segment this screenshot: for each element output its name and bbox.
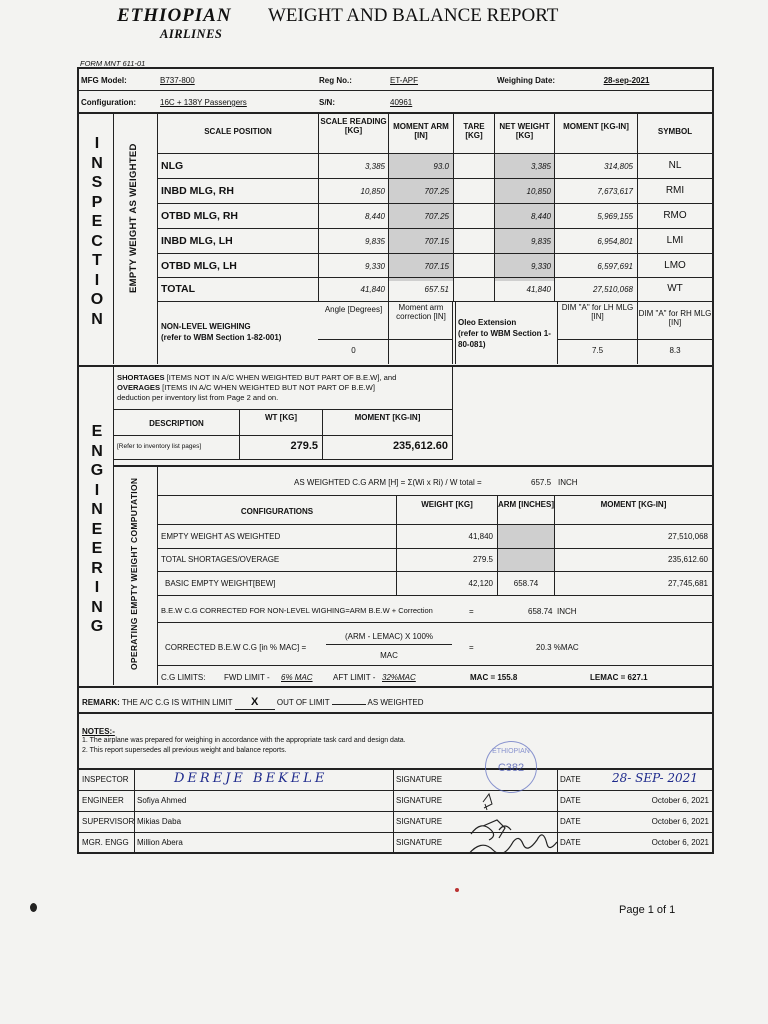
mac-value: MAC = 155.8 — [470, 673, 518, 682]
col-moment-arm: MOMENT ARM [IN] — [393, 122, 449, 141]
form-number: FORM MNT 611-01 — [80, 59, 146, 68]
col-scale-reading: SCALE READING [KG] — [320, 117, 387, 136]
inspector-stamp: ETHIOPIAN C382 — [485, 741, 537, 793]
configuration-label: Configuration: — [81, 98, 137, 107]
signature-scribbles — [465, 784, 585, 854]
aft-limit-label: AFT LIMIT - — [333, 673, 376, 682]
oew-vertical-label: OPERATING EMPTY WEIGHT COMPUTATION — [129, 477, 139, 670]
wt-header: WT [KG] — [265, 413, 297, 422]
cg-formula: AS WEIGHTED C.G ARM [H] = Σ(Wi x Ri) / W total = — [294, 478, 482, 487]
cg-value: 657.5 — [531, 478, 552, 487]
desc-value: [Refer to inventory list pages] — [117, 443, 202, 450]
mfg-model: B737-800 — [160, 76, 195, 85]
dim-rh-value: 8.3 — [669, 346, 681, 355]
bew-unit: INCH — [557, 607, 577, 616]
moment-value: 235,612.60 — [392, 440, 448, 452]
cg-unit: INCH — [558, 478, 578, 487]
corrected-cg-label: CORRECTED B.E.W C.G [in % MAC] = — [165, 643, 307, 652]
col-moment-kgin: MOMENT [KG-IN] — [600, 500, 667, 509]
corrected-cg-numerator: (ARM - LEMAC) X 100% — [344, 632, 434, 641]
angle-value: 0 — [351, 346, 356, 355]
airline-name: ETHIOPIAN — [117, 5, 232, 26]
corrected-cg-denominator: MAC — [380, 651, 398, 660]
col-tare: TARE [KG] — [463, 122, 485, 141]
shortages-line-3: deduction per inventory list from Page 2 and on. — [117, 393, 279, 402]
note-2: 2. This report supersedes all previous weight and balance reports. — [82, 747, 287, 754]
col-moment: MOMENT [KG-IN] — [563, 122, 629, 131]
weighing-date-label: Weighing Date: — [497, 76, 556, 85]
dim-lh-value: 7.5 — [591, 346, 604, 355]
lemac-value: LEMAC = 627.1 — [590, 673, 648, 682]
desc-header: DESCRIPTION — [149, 419, 204, 428]
dim-lh-label: DIM "A" for LH MLG [IN] — [561, 303, 634, 322]
col-weight: WEIGHT [KG] — [421, 500, 473, 509]
page-number: Page 1 of 1 — [619, 904, 676, 916]
reg-no: ET-APF — [390, 76, 419, 85]
sn-label: S/N: — [319, 98, 335, 107]
col-scale-position: SCALE POSITION — [204, 127, 272, 136]
moment-arm-correction-label: Moment arm correction [IN] — [396, 303, 446, 322]
notes-title: NOTES:- — [82, 727, 115, 736]
shortages-line-2: OVERAGES [ITEMS IN A/C WHEN WEIGHTED BUT NOT PART OF B.E.W] — [117, 383, 375, 392]
nonlevel-ref: (refer to WBM Section 1-82-001) — [161, 333, 282, 342]
wt-value: 279.5 — [290, 440, 318, 452]
bew-value: 658.74 — [528, 607, 553, 616]
engineering-side-label: E N G I N E E R I N G — [90, 423, 104, 635]
col-symbol: SYMBOL — [657, 127, 693, 136]
bew-corrected-label: B.E.W C.G CORRECTED FOR NON-LEVEL WIGHING=ARM B.E.W + Correction — [161, 606, 433, 615]
mfg-label: MFG Model: — [81, 76, 127, 85]
configuration: 16C + 138Y Passengers — [160, 98, 247, 107]
empty-weight-vertical-label: EMPTY WEIGHT AS WEIGHTED — [128, 143, 139, 293]
note-1: 1. The airplane was prepared for weighing in accordance with the appropriate task card and design data. — [82, 737, 406, 744]
bew-eq: = — [469, 607, 474, 616]
oleo-label: Oleo Extension — [458, 318, 517, 327]
inspection-side-label: I N S P E C T I O N — [90, 135, 104, 328]
reg-label: Reg No.: — [319, 76, 352, 85]
weighing-date: 28-sep-2021 — [603, 76, 650, 85]
scan-speck — [455, 888, 459, 892]
report-form: MFG Model: B737-800 Reg No.: ET-APF Weighing Date: 28-sep-2021 Configuration: 16C + 138Y Passengers S/N: 40961 I N S P E C T I O N EMPTY WEIGHT AS WEIGHTED SCALE POSITION SCALE READING [KG] MOMENT ARM [IN] TARE [KG] NET WEIGHT [KG] MOMENT [KG-IN] SYMBOL NLG 3,385 93.0 3,385 314,805 NL INBD MLG, RH 10,850 707.25 10,850 7,673,617 RMI OTBD MLG, RH 8,440 707.25 8,440 5,969,155 RMO INBD MLG, LH 9,835 707.15 9,835 6,954,801 LMI OTBD MLG, LH 9,330 707.15 9,330 6,597,691 LMO TOTAL 41,840 657.51 41,840 27,510,068 WT NON-LEVEL WEIGHING (refer to WBM Section 1-82-001) Angle [Degrees] 0 Moment arm correction [IN] Oleo Extension (refer to WBM Section 1- 80-081) DIM "A" for LH MLG [IN] 7.5 DIM "A" for RH MLG [IN] 8.3 E N G I N E E R I N G SHORTAGES [ITEMS NOT IN A/C WHEN WEIGHTED BUT PART OF B.E.W], and OVERAGES [ITEMS IN A/C WHEN WEIGHTED BUT NOT PART OF B.E.W] deduction per inventory list from Page 2 and on. DESCRIPTION WT [KG] MOMENT [KG-IN] [Refer to inventory list pages] 279.5 235,612.60 OPERATING EMPTY WEIGHT COMPUTATION AS WEIGHTED C.G ARM [H] = Σ(Wi x Ri) / W total = 657.5 INCH CONFIGURATIONS WEIGHT [KG] ARM [INCHES] MOMENT [KG-IN] EMPTY WEIGHT AS WEIGHTED 41,840 27,510,068 TOTAL SHORTAGES/OVERAGE 279.5 235,612.60 BASIC EMPTY WEIGHT[BEW] 42,120 658.74 27,745,681 B.E.W C.G CORRECTED FOR NON-LEVEL WIGHING=ARM B.E.W + Correction = 658.74 INCH CORRECTED B.E.W C.G [in % MAC] = (ARM - LEMAC) X 100% MAC = 20.3 %MAC C.G LIMITS: FWD LIMIT - 6% MAC AFT LIMIT - 32%MAC MAC = 155.8 LEMAC = 627.1 REMARK: THE A/C C.G IS WITHIN LIMIT X OUT OF LIMIT AS WEIGHTED NOTES:- 1. The airplane was prepared for weighing in accordance with the appropriate task card and design data. 2. This report supersedes all previous weight and balance reports. INSPECTOR DEREJE BEKELE SIGNATURE DATE 28- SEP- 2021 ENGINEER Sofiya Ahmed SIGNATURE DATE October 6, 2021 SUPERVISOR Mikias Daba SIGNATURE DATE October 6, 2021 MGR. ENGG Million Abera SIGNATURE DATE October 6, 2021 — [77, 67, 714, 854]
aft-limit-value: 32%MAC — [382, 673, 416, 682]
oleo-ref-2: 80-081) — [458, 340, 486, 349]
col-arm: ARM [INCHES] — [498, 500, 554, 509]
report-title: WEIGHT AND BALANCE REPORT — [268, 5, 559, 26]
dim-rh-label: DIM "A" for RH MLG [IN] — [638, 309, 712, 328]
corrected-cg-value: 20.3 %MAC — [536, 643, 579, 652]
shortages-line-1: SHORTAGES [ITEMS NOT IN A/C WHEN WEIGHTED BUT PART OF B.E.W], and — [117, 373, 397, 382]
remark-line: REMARK: THE A/C C.G IS WITHIN LIMIT X OUT OF LIMIT AS WEIGHTED — [82, 696, 424, 708]
corrected-cg-eq: = — [469, 643, 474, 652]
fwd-limit-value: 6% MAC — [281, 673, 313, 682]
nonlevel-label: NON-LEVEL WEIGHING — [161, 322, 251, 331]
airline-sub: AIRLINES — [160, 27, 223, 41]
col-net-weight: NET WEIGHT [KG] — [499, 122, 550, 141]
col-configurations: CONFIGURATIONS — [240, 507, 314, 516]
oleo-ref-1: (refer to WBM Section 1- — [458, 329, 551, 338]
fwd-limit-label: FWD LIMIT - — [224, 673, 270, 682]
scan-mark — [30, 903, 37, 912]
cg-limits-label: C.G LIMITS: — [161, 673, 206, 682]
serial-number: 40961 — [390, 98, 413, 107]
angle-label: Angle [Degrees] — [324, 305, 383, 314]
moment-header: MOMENT [KG-IN] — [354, 413, 421, 422]
